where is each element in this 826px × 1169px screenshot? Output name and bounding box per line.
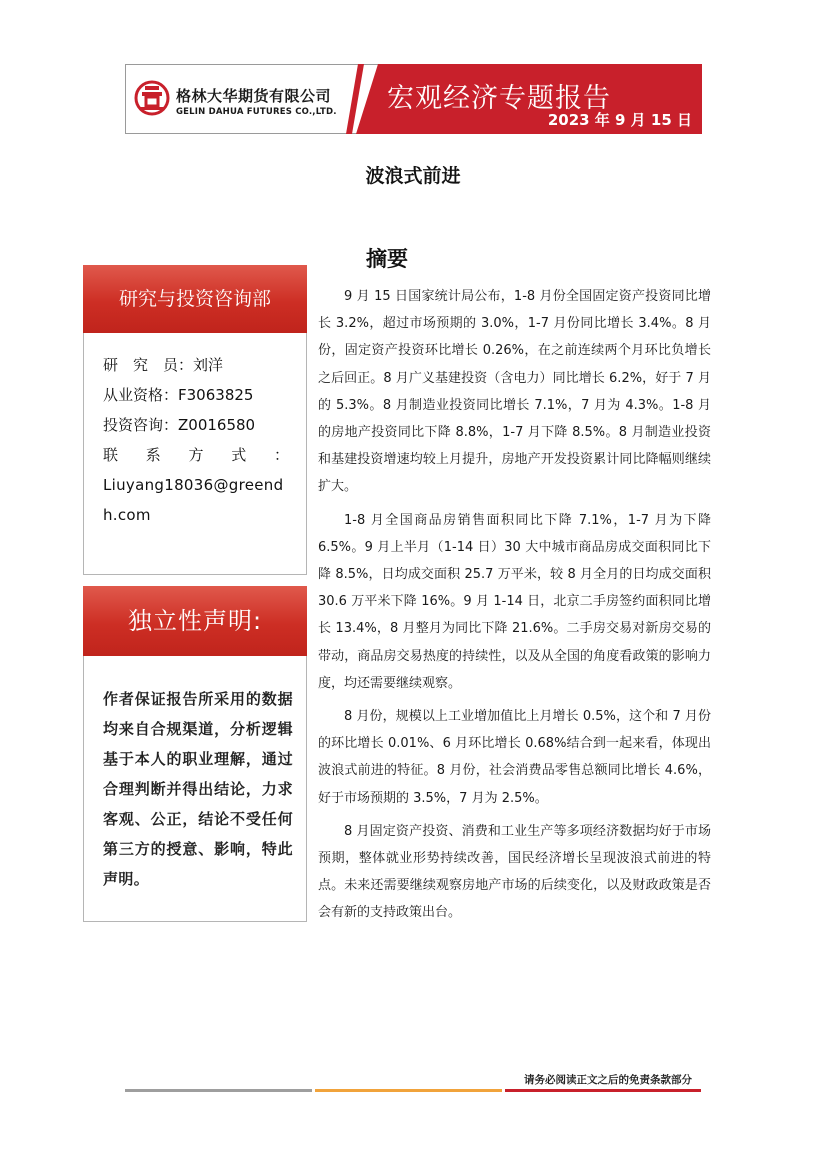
contact-label-char: 式 bbox=[231, 446, 247, 464]
qualification-row bbox=[103, 380, 293, 410]
department-title: 研究与投资咨询部 bbox=[83, 265, 307, 333]
footer-bar-orange bbox=[315, 1089, 502, 1092]
report-date: 2023 年 9 月 15 日 bbox=[547, 111, 692, 129]
abstract-paragraph: 9 月 15 日国家统计局公布，1-8 月份全国固定资产投资同比增长 3.2%，超过市场预期的 3.0%，1-7 月份同比增长 3.4%。8 月份，固定资产投资环比增长 0.26%，在之前连续两个月环比负增长之后回正。8 月广义基建投资（含电力）同比增长 6.2%，好于 7 月的 5.3%。8 月制造业投资同比增长 7.1%，7 月为 4.3%。1-8 月的房地产投资同比下降 8.8%，1-7 月下降 8.5%。8 月制造业投资和基建投资增速均较上月提升，房地产开发投资累计同比降幅则继续扩大。 bbox=[318, 289, 711, 495]
abstract-paragraph: 8 月固定资产投资、消费和工业生产等多项经济数据均好于市场预期，整体就业形势持续改善，国民经济增长呈现波浪式前进的特点。未来还需要继续观察房地产市场的后续变化，以及财政政策是否会有新的支持政策出台。 bbox=[318, 823, 711, 921]
contact-label-char: 联 bbox=[103, 446, 119, 464]
abstract-heading: 摘要 bbox=[366, 247, 408, 271]
statement-text: 作者保证报告所采用的数据均来自合规渠道，分析逻辑基于本人的职业理解，通过合理判断并得出结论，力求客观、公正，结论不受任何第三方的授意、影响，特此声明。 bbox=[103, 690, 293, 888]
contact-email[interactable]: Liuyang18036@greendh.com bbox=[103, 476, 284, 524]
contact-label-char: 方 bbox=[188, 446, 204, 464]
abstract-paragraph: 1-8 月全国商品房销售面积同比下降 7.1%，1-7 月为下降 6.5%。9 月上半月（1-14 日）30 大中城市商品房成交面积同比下降 8.5%，日均成交面积 25.7 万平米，较 8 月全月的日均成交面积 30.6 万平米下降 16%。9 月 1-14 日，北京二手房签约面积同比增长 13.4%，8 月整月为同比下降 21.6%。二手房交易对新房交易的带动，商品房交易热度的持续性，以及从全国的角度看政策的影响力度，均还需要继续观察。 bbox=[318, 512, 711, 691]
company-name-cn: 格林大华期货有限公司 bbox=[176, 87, 332, 105]
researcher-name: 刘洋 bbox=[193, 356, 224, 374]
company-name-en: GELIN DAHUA FUTURES CO.,LTD. bbox=[176, 107, 337, 117]
disclaimer-footer-note: 请务必阅读正文之后的免责条款部分 bbox=[524, 1074, 692, 1086]
contact-label-char: 系 bbox=[145, 446, 161, 464]
statement-title: 独立性声明: bbox=[83, 586, 307, 656]
footer-bar-gray bbox=[125, 1089, 312, 1092]
analyst-contact bbox=[103, 350, 293, 530]
consult-label: 投资咨询： bbox=[103, 416, 179, 434]
abstract-body bbox=[318, 283, 711, 933]
contact-label-char: ： bbox=[273, 446, 289, 464]
document-title: 波浪式前进 bbox=[365, 165, 461, 187]
report-type-title: 宏观经济专题报告 bbox=[387, 83, 611, 114]
consult-number: Z0016580 bbox=[178, 416, 256, 434]
consult-row bbox=[103, 410, 293, 440]
contact-label-row bbox=[103, 440, 289, 470]
researcher-label: 研 究 员： bbox=[103, 356, 194, 374]
qualification-number: F3063825 bbox=[178, 386, 254, 404]
gelin-dahua-logo-icon bbox=[134, 80, 170, 116]
researcher-row bbox=[103, 350, 293, 380]
footer-bar-red bbox=[505, 1089, 701, 1092]
qualification-label: 从业资格： bbox=[103, 386, 179, 404]
abstract-paragraph: 8 月份，规模以上工业增加值比上月增长 0.5%，这个和 7 月份的环比增长 0.01%、6 月环比增长 0.68%结合到一起来看，体现出波浪式前进的特征。8 月份，社会消费品零售总额同比增长 4.6%，好于市场预期的 3.5%，7 月为 2.5%。 bbox=[318, 709, 711, 806]
